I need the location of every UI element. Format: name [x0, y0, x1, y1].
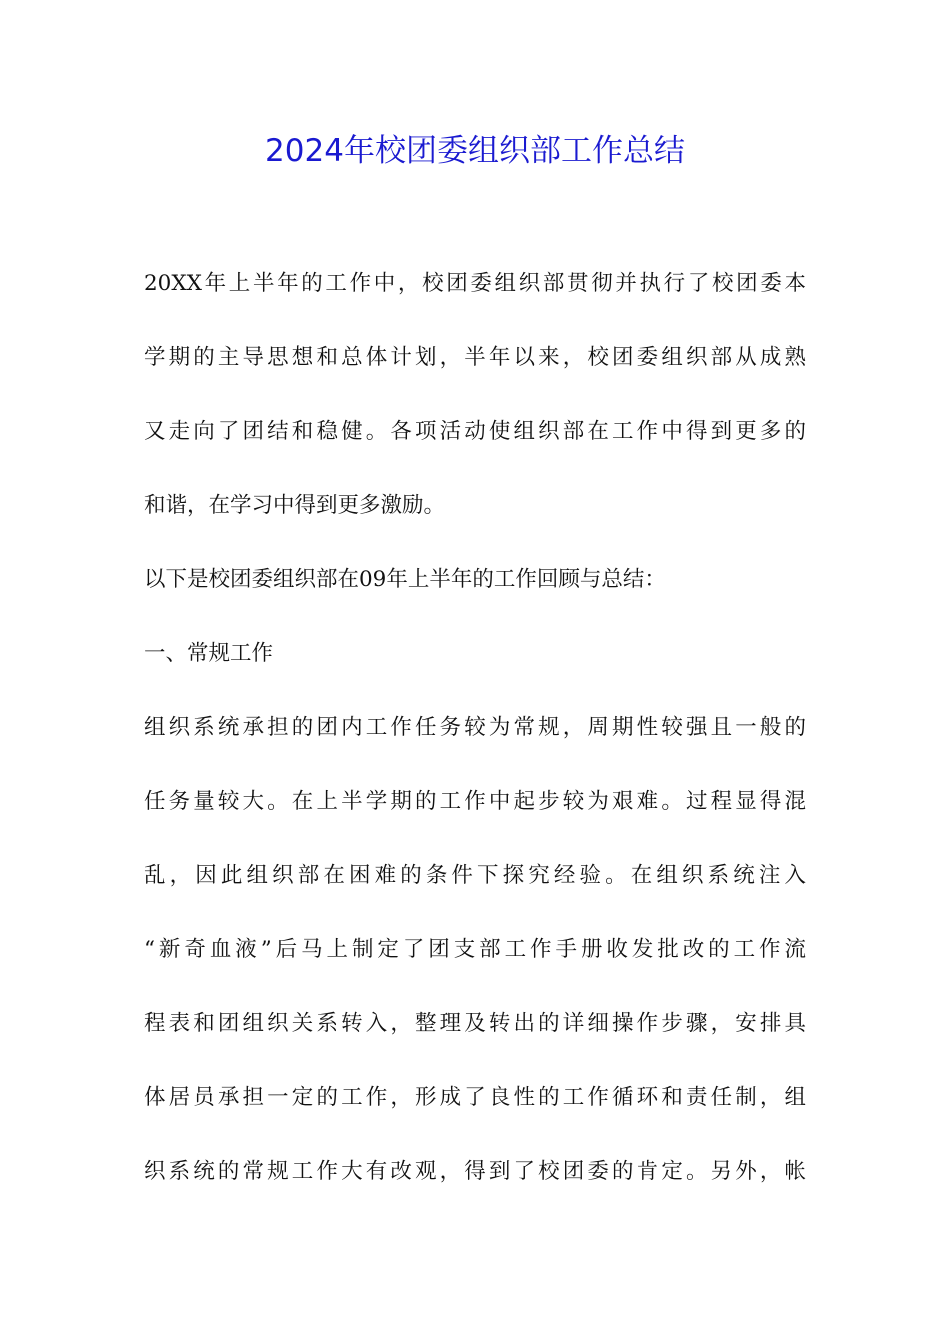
- body-line: 体居员承担一定的工作，形成了良性的工作循环和责任制，组: [144, 1085, 806, 1110]
- body-line: 和谐，在学习中得到更多激励。: [144, 493, 446, 518]
- body-line: 组织系统承担的团内工作任务较为常规，周期性较强且一般的: [144, 715, 806, 740]
- body-line: 织系统的常规工作大有改观，得到了校团委的肯定。另外，帐: [144, 1159, 806, 1184]
- body-line: “新奇血液”后马上制定了团支部工作手册收发批改的工作流: [144, 937, 806, 962]
- document-title: 2024年校团委组织部工作总结: [265, 133, 685, 169]
- body-line: 学期的主导思想和总体计划，半年以来，校团委组织部从成熟: [144, 345, 806, 370]
- body-line: 任务量较大。在上半学期的工作中起步较为艰难。过程显得混: [144, 789, 806, 814]
- body-line: 20XX年上半年的工作中，校团委组织部贯彻并执行了校团委本: [144, 271, 806, 296]
- body-line: 程表和团组织关系转入，整理及转出的详细操作步骤，安排具: [144, 1011, 806, 1036]
- section-heading: 一、常规工作: [144, 641, 274, 666]
- body-line: 又走向了团结和稳健。各项活动使组织部在工作中得到更多的: [144, 419, 806, 444]
- body-line: 以下是校团委组织部在09年上半年的工作回顾与总结：: [144, 567, 666, 592]
- document-body: [144, 259, 806, 1221]
- body-line: 乱，因此组织部在困难的条件下探究经验。在组织系统注入: [144, 863, 806, 888]
